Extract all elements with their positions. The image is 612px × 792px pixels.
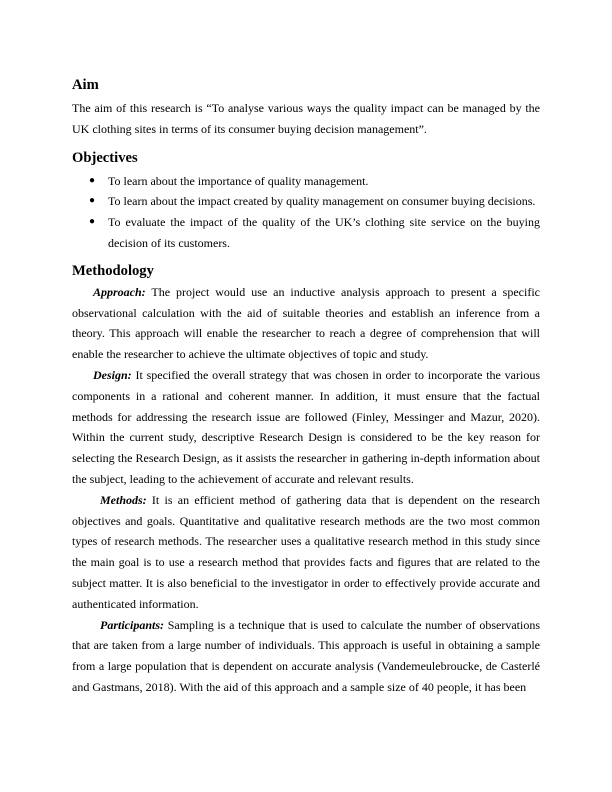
- approach-text: The project would use an inductive analysis approach to present a specific observational calculation with the aid of suitable theories and establish an inference from a theory. This approach will enable the researcher to reach a degree of comprehension that will enable the researcher to achieve the ultimate objectives of topic and study.: [72, 284, 540, 362]
- objective-item: [72, 212, 540, 254]
- methods-paragraph: [72, 490, 540, 615]
- approach-label: Approach:: [93, 284, 146, 299]
- design-paragraph: [72, 365, 540, 490]
- design-label: Design:: [93, 367, 132, 382]
- participants-label: Participants:: [100, 617, 165, 632]
- design-text: It specified the overall strategy that was chosen in order to incorporate the various components in a rational and coherent manner. In addition, it must ensure that the factual methods for addressing the research issue are followed (Finley, Messinger and Mazur, 2020). Within the current study, descriptive Research Design is considered to be the key reason for selecting the Research Design, as it assists the researcher in gathering in-depth information about the subject, leading to the achievement of accurate and relevant results.: [72, 367, 540, 486]
- participants-text: Sampling is a technique that is used to calculate the number of observations that are taken from a large number of individuals. This approach is useful in obtaining a sample from a large population that is dependent on accurate analysis (Vandemeulebroucke, de Casterlé and Gastmans, 2018). With the aid of this approach and a sample size of 40 people, it has been: [72, 617, 540, 694]
- aim-heading: Aim: [72, 77, 99, 93]
- document-page: [72, 74, 540, 698]
- methodology-heading: Methodology: [72, 262, 154, 279]
- objective-text: To learn about the impact created by quality management on consumer buying decisions.: [108, 194, 536, 209]
- bullet-icon: ●: [89, 174, 96, 186]
- participants-paragraph: [72, 615, 540, 698]
- objective-item: [72, 171, 540, 192]
- approach-paragraph: [72, 282, 540, 365]
- aim-paragraph: The aim of this research is “To analyse various ways the quality impact can be managed by the UK clothing sites in terms of its consumer buying decision management”.: [72, 101, 540, 136]
- objectives-list: [72, 171, 540, 254]
- bullet-icon: ●: [89, 195, 96, 207]
- methods-label: Methods:: [100, 492, 147, 507]
- methods-text: It is an efficient method of gathering data that is dependent on the research objectives and goals. Quantitative and qualitative research methods are the two most common types of research methods. The researcher uses a qualitative research method in this study since the main goal is to use a research method that provides facts and figures that are related to the subject matter. It is also beneficial to the investigator in order to effectively provide accurate and authenticated information.: [72, 492, 540, 611]
- objectives-heading: Objectives: [72, 149, 138, 166]
- objective-text: To learn about the importance of quality management.: [108, 173, 369, 188]
- bullet-icon: ●: [89, 216, 96, 228]
- objective-text: To evaluate the impact of the quality of the UK’s clothing site service on the buying decision of its customers.: [108, 215, 540, 250]
- objective-item: [72, 191, 540, 212]
